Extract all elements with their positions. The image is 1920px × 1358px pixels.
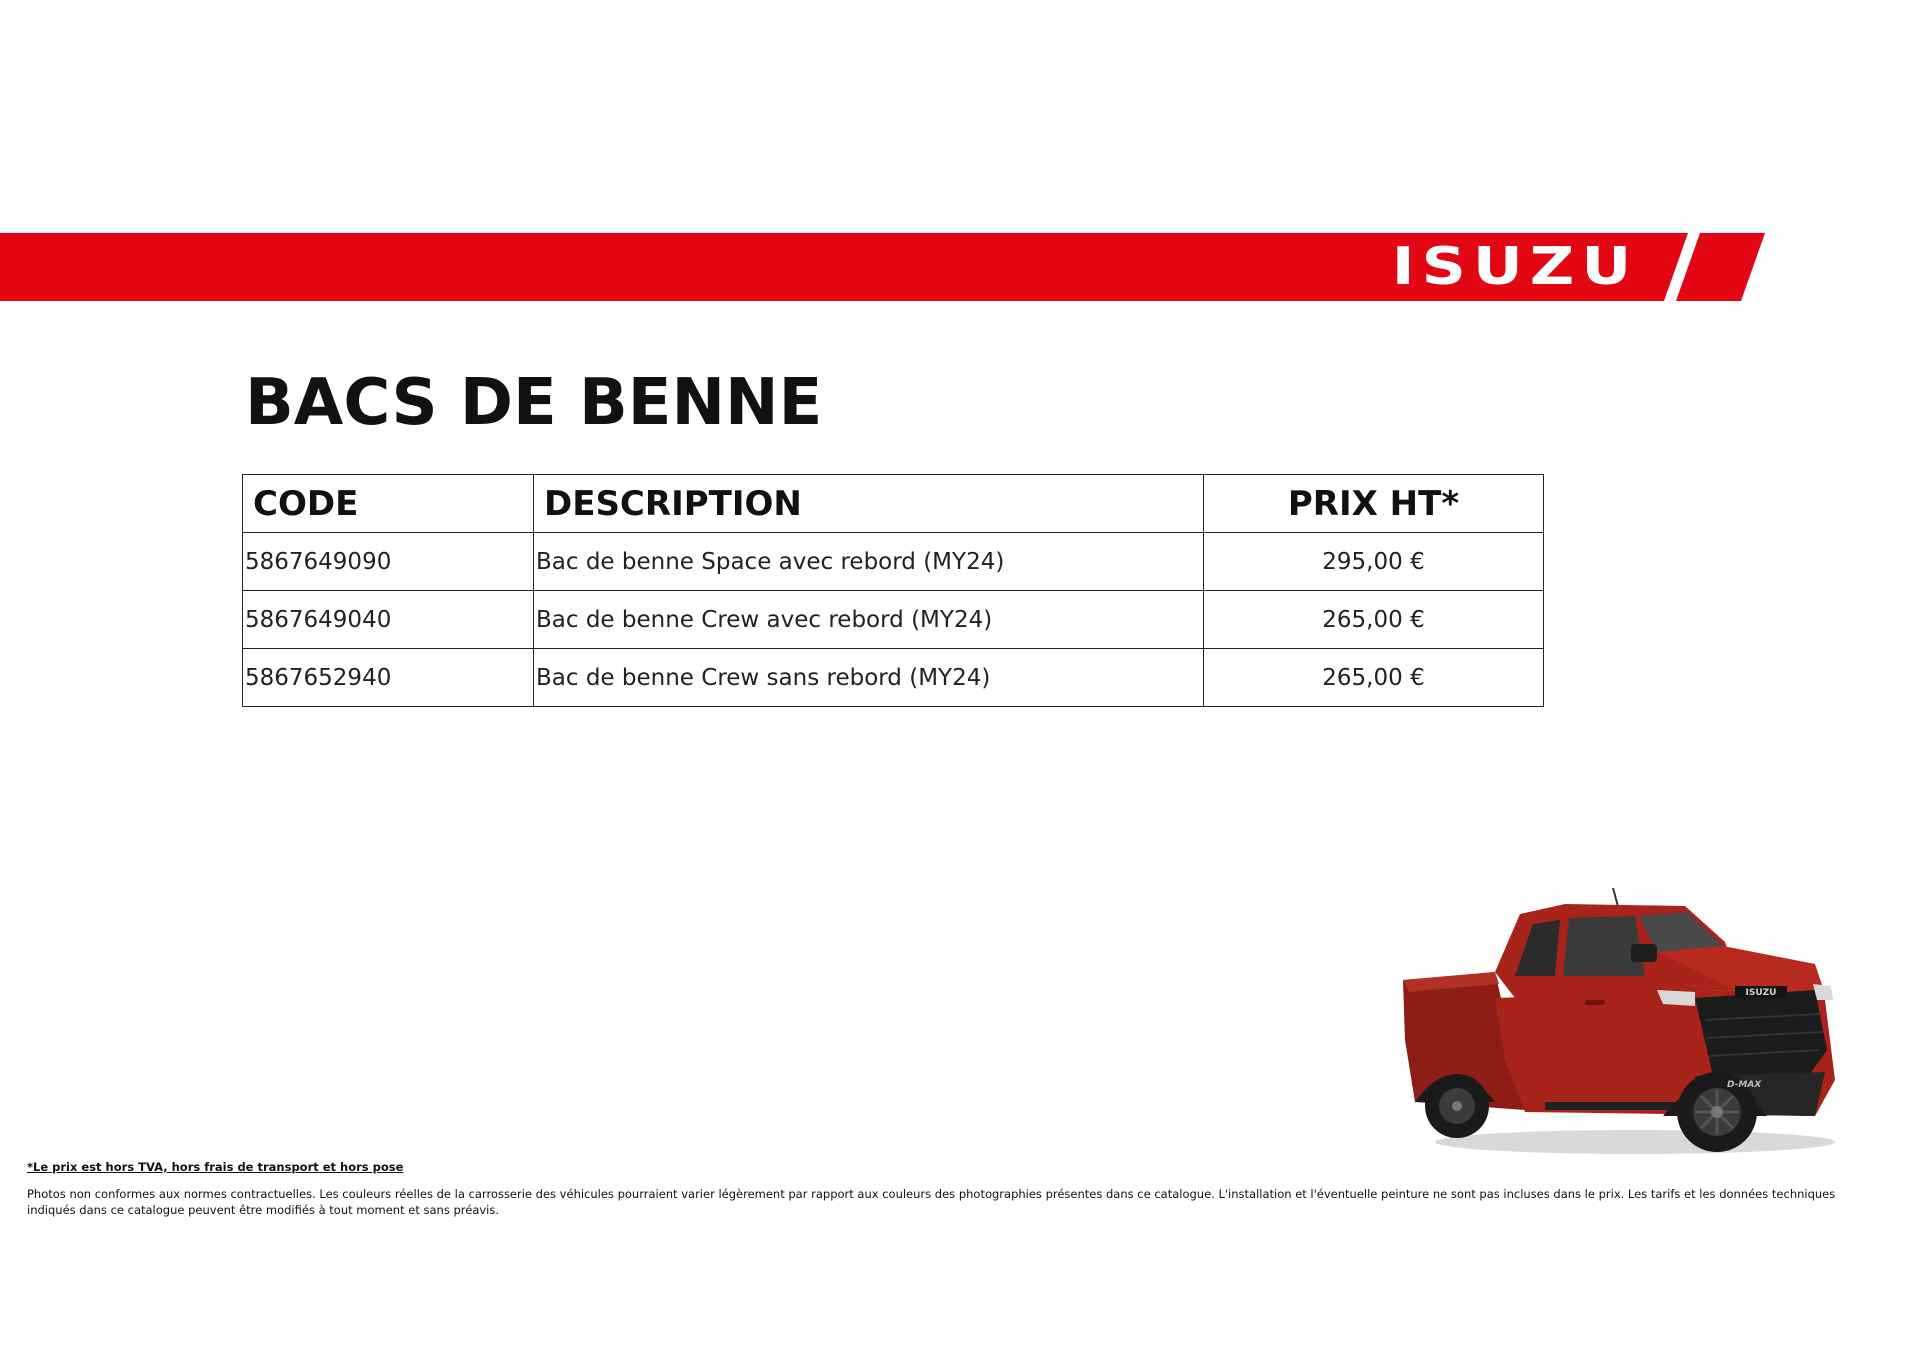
truck-grille-badge: ISUZU — [1745, 988, 1777, 998]
page-title: BACS DE BENNE — [245, 366, 823, 440]
table-row — [243, 591, 1544, 649]
truck-rear-hub — [1452, 1101, 1462, 1111]
cell-description: Bac de benne Space avec rebord (MY24) — [534, 533, 1204, 591]
isuzu-logo: ISUZU — [1391, 237, 1639, 297]
cell-description: Bac de benne Crew sans rebord (MY24) — [534, 649, 1204, 707]
truck-door-handle — [1585, 1000, 1605, 1005]
cell-code: 5867652940 — [243, 649, 534, 707]
cell-price: 265,00 € — [1204, 591, 1544, 649]
footnotes — [27, 1160, 1887, 1218]
cell-code: 5867649040 — [243, 591, 534, 649]
price-table — [242, 474, 1544, 707]
truck-shadow — [1435, 1130, 1835, 1154]
truck-illustration — [1395, 880, 1845, 1160]
truck-model-badge: D-MAX — [1727, 1080, 1762, 1090]
pickup-truck-image — [1395, 880, 1845, 1160]
truck-grille — [1695, 990, 1827, 1078]
banner-slash-stripe — [1676, 233, 1765, 301]
legal-disclaimer: Photos non conformes aux normes contractuelles. Les couleurs réelles de la carrosserie des véhicules pourraient varier légèrement par rapport aux couleurs des photographies présentes dans ce catalogue. L'installation et l'éventuelle peinture ne sont pas incluses dans le prix. Les tarifs et les données techniques indiqués dans ce catalogue peuvent être modifiés à tout moment et sans préavis. — [27, 1187, 1836, 1217]
cell-description: Bac de benne Crew avec rebord (MY24) — [534, 591, 1204, 649]
cell-price: 265,00 € — [1204, 649, 1544, 707]
table-row — [243, 533, 1544, 591]
truck-front-hub — [1711, 1106, 1723, 1118]
cell-price: 295,00 € — [1204, 533, 1544, 591]
price-footnote: *Le prix est hors TVA, hors frais de transport et hors pose — [27, 1160, 404, 1174]
header-code: CODE — [243, 475, 534, 533]
header-description: DESCRIPTION — [534, 475, 1204, 533]
table-header-row — [243, 475, 1544, 533]
truck-mirror — [1631, 944, 1657, 962]
cell-code: 5867649090 — [243, 533, 534, 591]
table-row — [243, 649, 1544, 707]
header-price: PRIX HT* — [1204, 475, 1544, 533]
